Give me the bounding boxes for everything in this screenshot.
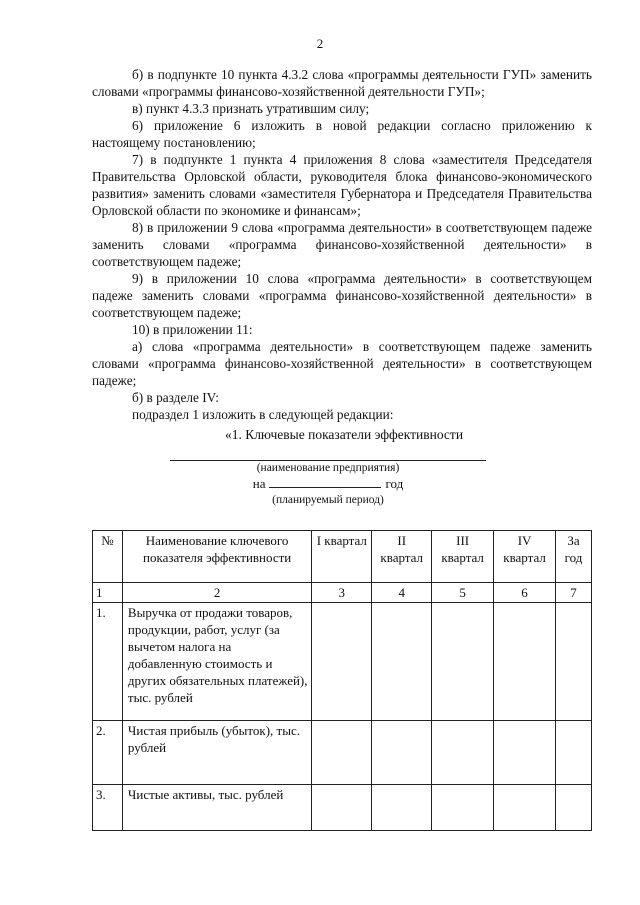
value-cell [494,603,556,721]
paragraph-v-4-3-3: в) пункт 4.3.3 признать утратившим силу; [132,101,370,116]
value-cell [494,721,556,785]
header-q1: I квартал [312,531,372,583]
value-cell [556,785,592,831]
indicator-name: Чистая прибыль (убыток), тыс. рублей [122,721,311,785]
period-blank [269,486,381,488]
value-cell [556,721,592,785]
table-row [93,603,592,721]
header-year: За год [556,531,592,583]
value-cell [372,603,432,721]
header-no: № [93,531,123,583]
section-title: «1. Ключевые показатели эффективности [224,427,464,442]
paragraph-10-a: а) слова «программа деятельности» в соответствующем падеже заменить словами «программа финансово-хозяйственной деятельности» в соответствующем падеже; [92,339,592,388]
value-cell [312,785,372,831]
period-caption: (планируемый период) [272,494,384,506]
paragraph-b-4-3-2: б) в подпункте 10 пункта 4.3.2 слова «программы деятельности ГУП» заменить словами «программы финансово-хозяйственной деятельности ГУП»; [92,67,592,99]
paragraph-8: 8) в приложении 9 слова «программа деятельности» в соответствующем падеже заменить словами «программа финансово-хозяйственной деятельности» в соответствующем падеже; [92,220,592,269]
value-cell [432,721,494,785]
page-number: 2 [316,36,324,51]
row-number: 2. [93,721,123,785]
value-cell [556,603,592,721]
enterprise-caption: (наименование предприятия) [256,462,400,474]
column-number: 5 [432,583,494,603]
column-number: 2 [122,583,311,603]
header-q2: II квартал [372,531,432,583]
column-number: 1 [93,583,123,603]
paragraph-6: 6) приложение 6 изложить в новой редакции согласно приложению к настоящему постановлению; [92,118,592,150]
value-cell [372,721,432,785]
value-cell [432,785,494,831]
table-row [93,785,592,831]
column-number: 4 [372,583,432,603]
paragraph-7: 7) в подпункте 1 пункта 4 приложения 8 слова «заместителя Председателя Правительства Орловской области, руководителя блока финансово-экономического развития» заменить словами «заместителя Губернатора и Председателя Правительства Орловской области по экономике и финансам»; [92,152,592,218]
column-numbering-row [93,583,592,603]
paragraph-subsection-1: подраздел 1 изложить в следующей редакции: [132,407,394,422]
value-cell [494,785,556,831]
header-indicator-name: Наименование ключевого показателя эффективности [122,531,311,583]
table-header-row [93,531,592,583]
document-body [92,66,592,423]
header-q3: III квартал [432,531,494,583]
column-number: 7 [556,583,592,603]
value-cell [432,603,494,721]
row-number: 1. [93,603,123,721]
value-cell [312,721,372,785]
header-q4: IV квартал [494,531,556,583]
row-number: 3. [93,785,123,831]
paragraph-10-b: б) в разделе IV: [132,390,219,405]
indicator-name: Чистые активы, тыс. рублей [122,785,311,831]
period-line [170,476,486,492]
kpi-table [92,530,592,831]
table-row [93,721,592,785]
column-number: 3 [312,583,372,603]
value-cell [372,785,432,831]
column-number: 6 [494,583,556,603]
paragraph-10: 10) в приложении 11: [132,322,253,337]
paragraph-9: 9) в приложении 10 слова «программа деятельности» в соответствующем падеже заменить словами «программа финансово-хозяйственной деятельности» в соответствующем падеже; [92,271,592,320]
enterprise-name-line [170,460,486,461]
period-prefix: на [252,476,266,491]
indicator-name: Выручка от продажи товаров, продукции, работ, услуг (за вычетом налога на добавленную стоимость и других обязательных платежей), тыс. рублей [122,603,311,721]
period-suffix: год [385,476,404,491]
value-cell [312,603,372,721]
